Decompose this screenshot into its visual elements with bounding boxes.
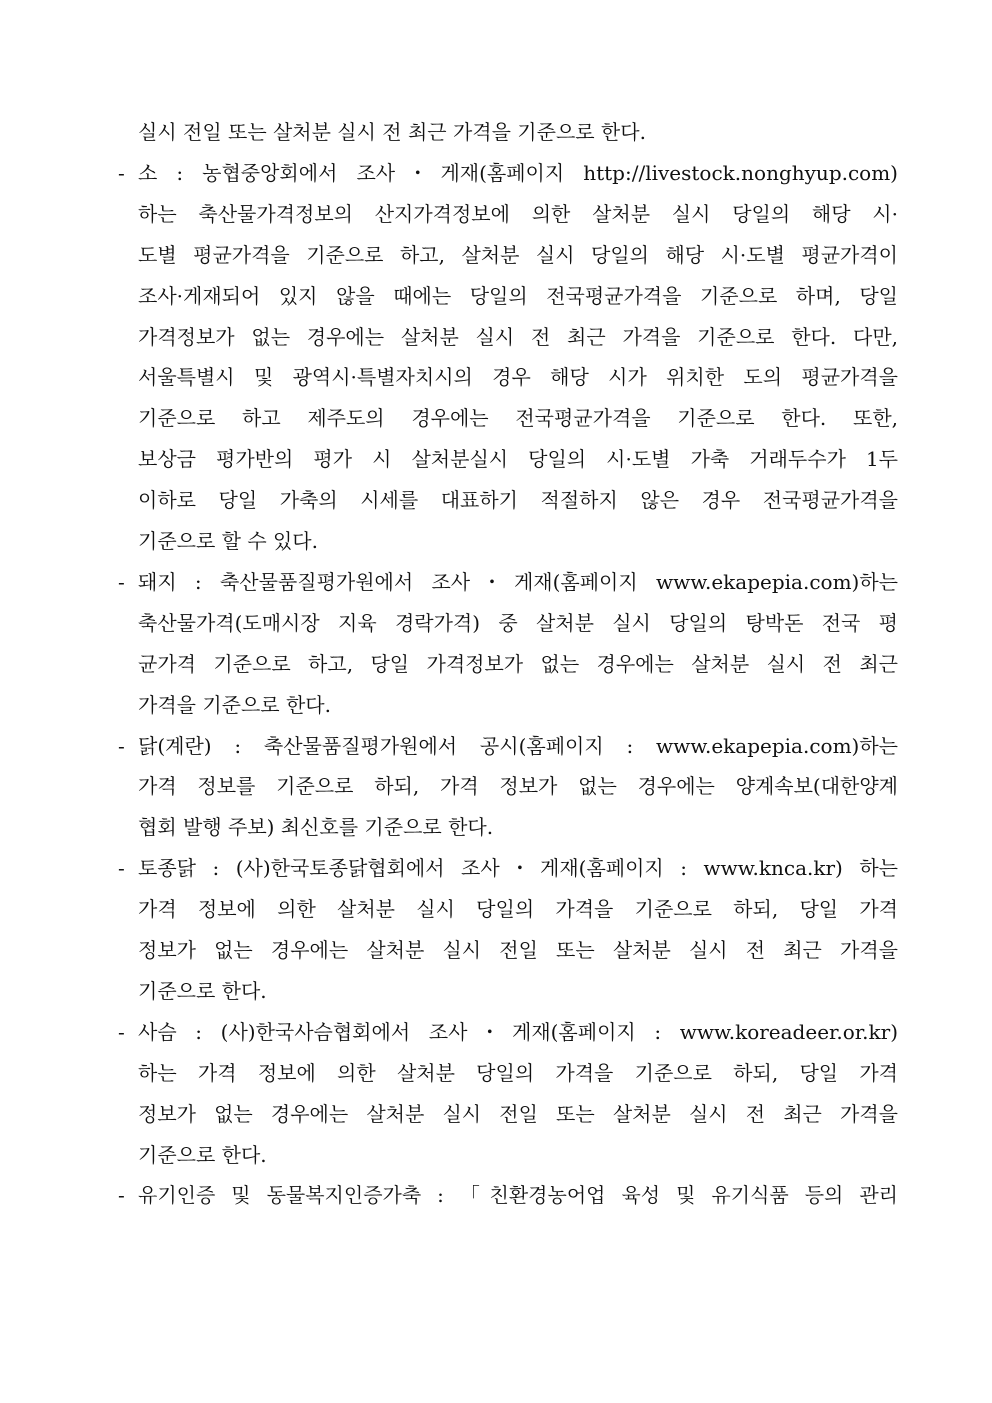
line-text: 서울특별시 및 광역시·특별자치시의 경우 해당 시가 위치한 도의 평균가격을 (138, 365, 898, 389)
document-line (0, 194, 992, 234)
document-line (0, 439, 992, 479)
document-line (0, 889, 992, 929)
list-dash: - (118, 1020, 125, 1044)
line-text: 보상금 평가반의 평가 시 살처분실시 당일의 시·도별 가축 거래두수가 1두 (138, 447, 898, 471)
list-dash: - (118, 161, 125, 185)
list-dash: - (118, 856, 125, 880)
document-line (0, 357, 992, 397)
document-line (0, 807, 992, 847)
line-text: 하는 축산물가격정보의 산지가격정보에 의한 살처분 실시 당일의 해당 시· (138, 202, 898, 226)
line-text: 소 : 농협중앙회에서 조사・게재(홈페이지 http://livestock.nonghyup.com) (138, 161, 898, 185)
document-line (0, 1053, 992, 1093)
document-line (0, 276, 992, 316)
document-line (0, 521, 992, 561)
line-text: 균가격 기준으로 하고, 당일 가격정보가 없는 경우에는 살처분 실시 전 최근 (138, 652, 898, 676)
line-text: 이하로 당일 가축의 시세를 대표하기 적절하지 않은 경우 전국평균가격을 (138, 488, 898, 512)
line-text: 가격 정보에 의한 살처분 실시 당일의 가격을 기준으로 하되, 당일 가격 (138, 897, 898, 921)
list-dash: - (118, 1183, 125, 1207)
document-line (0, 317, 992, 357)
document-line (0, 603, 992, 643)
document-line (0, 562, 992, 602)
list-dash: - (118, 570, 125, 594)
document-line (0, 971, 992, 1011)
document-line (0, 1094, 992, 1134)
line-text: 돼지 : 축산물품질평가원에서 조사・게재(홈페이지 www.ekapepia.com)하는 (138, 570, 898, 594)
list-dash: - (118, 734, 125, 758)
line-text: 도별 평균가격을 기준으로 하고, 살처분 실시 당일의 해당 시·도별 평균가격이 (138, 243, 898, 267)
document-line (0, 112, 992, 152)
line-text: 기준으로 한다. (138, 979, 267, 1003)
line-text: 조사·게재되어 있지 않을 때에는 당일의 전국평균가격을 기준으로 하며, 당일 (138, 284, 898, 308)
line-text: 가격정보가 없는 경우에는 살처분 실시 전 최근 가격을 기준으로 한다. 다만, (138, 325, 898, 349)
line-text: 축산물가격(도매시장 지육 경락가격) 중 살처분 실시 당일의 탕박돈 전국 평 (138, 611, 898, 635)
document-line (0, 398, 992, 438)
line-text: 가격을 기준으로 한다. (138, 693, 331, 717)
line-text: 가격 정보를 기준으로 하되, 가격 정보가 없는 경우에는 양계속보(대한양계 (138, 774, 898, 798)
line-text: 토종닭 : (사)한국토종닭협회에서 조사・게재(홈페이지 : www.knca.kr) 하는 (138, 856, 898, 880)
line-text: 기준으로 한다. (138, 1143, 267, 1167)
document-line (0, 1175, 992, 1215)
line-text: 정보가 없는 경우에는 살처분 실시 전일 또는 살처분 실시 전 최근 가격을 (138, 938, 898, 962)
document-line (0, 848, 992, 888)
document-line (0, 726, 992, 766)
line-text: 사슴 : (사)한국사슴협회에서 조사・게재(홈페이지 : www.koreadeer.or.kr) (138, 1020, 898, 1044)
document-line (0, 930, 992, 970)
document-line (0, 153, 992, 193)
document-line (0, 685, 992, 725)
line-text: 기준으로 하고 제주도의 경우에는 전국평균가격을 기준으로 한다. 또한, (138, 406, 898, 430)
document-line (0, 480, 992, 520)
document-line (0, 1135, 992, 1175)
line-text: 정보가 없는 경우에는 살처분 실시 전일 또는 살처분 실시 전 최근 가격을 (138, 1102, 898, 1126)
line-text: 기준으로 할 수 있다. (138, 529, 318, 553)
document-line (0, 766, 992, 806)
document-line (0, 1012, 992, 1052)
line-text: 닭(계란) : 축산물품질평가원에서 공시(홈페이지 : www.ekapepia.com)하는 (138, 734, 898, 758)
line-text: 하는 가격 정보에 의한 살처분 당일의 가격을 기준으로 하되, 당일 가격 (138, 1061, 898, 1085)
document-line (0, 644, 992, 684)
line-text: 유기인증 및 동물복지인증가축 : 「친환경농어업 육성 및 유기식품 등의 관리 (138, 1183, 898, 1207)
line-text: 협회 발행 주보) 최신호를 기준으로 한다. (138, 815, 494, 839)
document-line (0, 235, 992, 275)
line-text: 실시 전일 또는 살처분 실시 전 최근 가격을 기준으로 한다. (138, 120, 646, 144)
